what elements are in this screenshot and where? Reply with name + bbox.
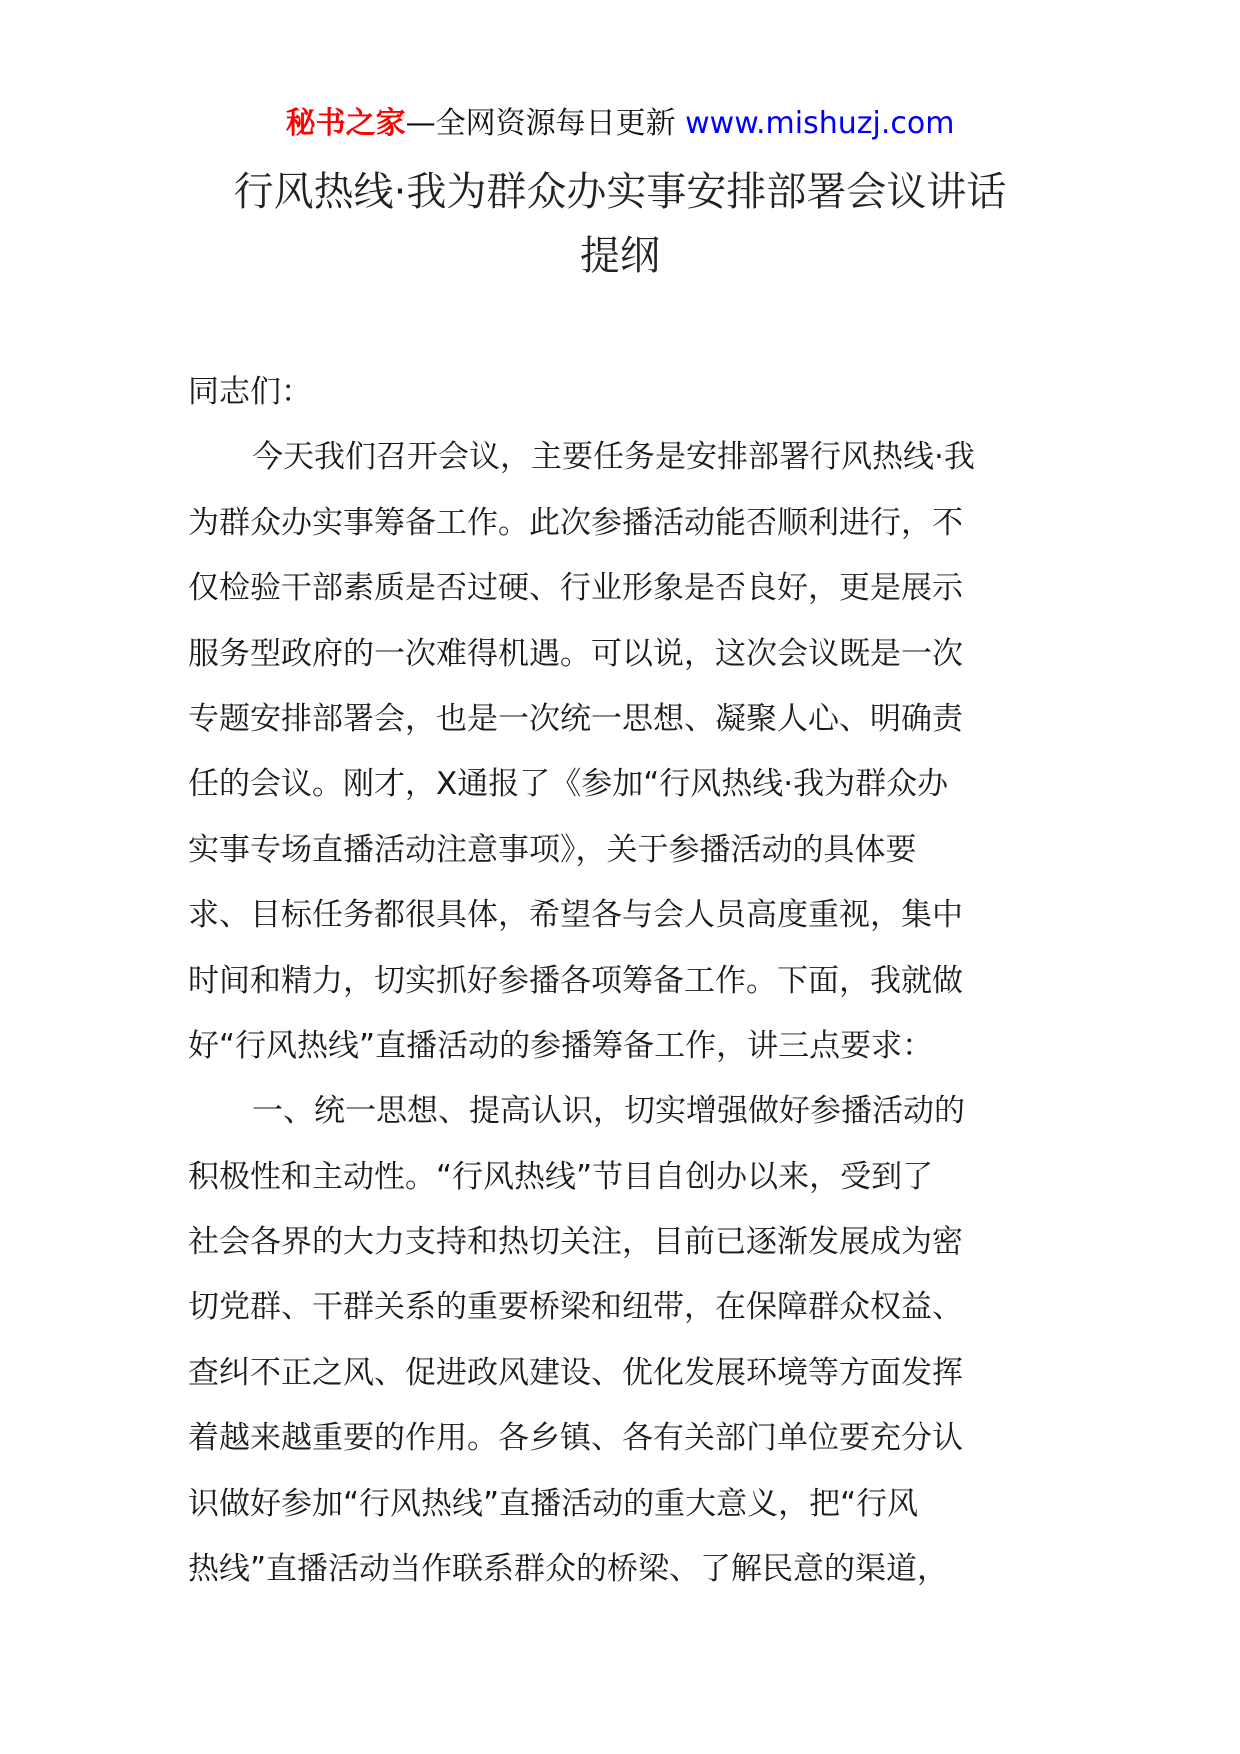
body-line: 求、目标任务都很具体，希望各与会人员高度重视，集中 xyxy=(188,897,963,934)
body-line: 实事专场直播活动注意事项》，关于参播活动的具体要 xyxy=(188,831,917,868)
title-line: 行风热线·我为群众办实事安排部署会议讲话 xyxy=(233,169,1007,215)
body-line: 专题安排部署会，也是一次统一思想、凝聚人心、明确责 xyxy=(188,700,963,737)
body-line: 着越来越重要的作用。各乡镇、各有关部门单位要充分认 xyxy=(188,1420,963,1457)
site-url-link[interactable]: www.mishuzj.com xyxy=(685,106,955,141)
body-line: 时间和精力，切实抓好参播各项筹备工作。下面，我就做 xyxy=(188,962,963,999)
body-line: 为群众办实事筹备工作。此次参播活动能否顺利进行，不 xyxy=(188,504,963,541)
body-line: 社会各界的大力支持和热切关注，目前已逐渐发展成为密 xyxy=(188,1224,963,1261)
site-tagline: —全网资源每日更新 xyxy=(405,106,686,141)
body-line: 热线”直播活动当作联系群众的桥梁、了解民意的渠道， xyxy=(188,1551,949,1588)
body-line: 查纠不正之风、促进政风建设、优化发展环境等方面发挥 xyxy=(188,1354,963,1391)
site-brand: 秘书之家 xyxy=(285,106,406,141)
body-line: 任的会议。刚才，X通报了《参加“行风热线·我为群众办 xyxy=(188,766,949,803)
body-line: 今天我们召开会议，主要任务是安排部署行风热线·我 xyxy=(252,439,975,476)
section-heading-line: 一、统一思想、提高认识，切实增强做好参播活动的 xyxy=(252,1093,965,1130)
document-title xyxy=(150,160,1090,288)
body-line: 识做好参加“行风热线”直播活动的重大意义，把“行风 xyxy=(188,1485,919,1522)
body-line: 仅检验干部素质是否过硬、行业形象是否良好，更是展示 xyxy=(188,570,963,607)
title-line: 提纲 xyxy=(580,233,660,279)
site-header xyxy=(0,100,1240,148)
body-line: 好“行风热线”直播活动的参播筹备工作，讲三点要求： xyxy=(188,1027,934,1064)
salutation: 同志们： xyxy=(188,374,312,410)
body-line: 积极性和主动性。“行风热线”节目自创办以来，受到了 xyxy=(188,1158,934,1195)
body-line: 服务型政府的一次难得机遇。可以说，这次会议既是一次 xyxy=(188,635,963,672)
body-line: 切党群、干群关系的重要桥梁和纽带，在保障群众权益、 xyxy=(188,1289,963,1326)
document-body xyxy=(188,360,1068,1602)
